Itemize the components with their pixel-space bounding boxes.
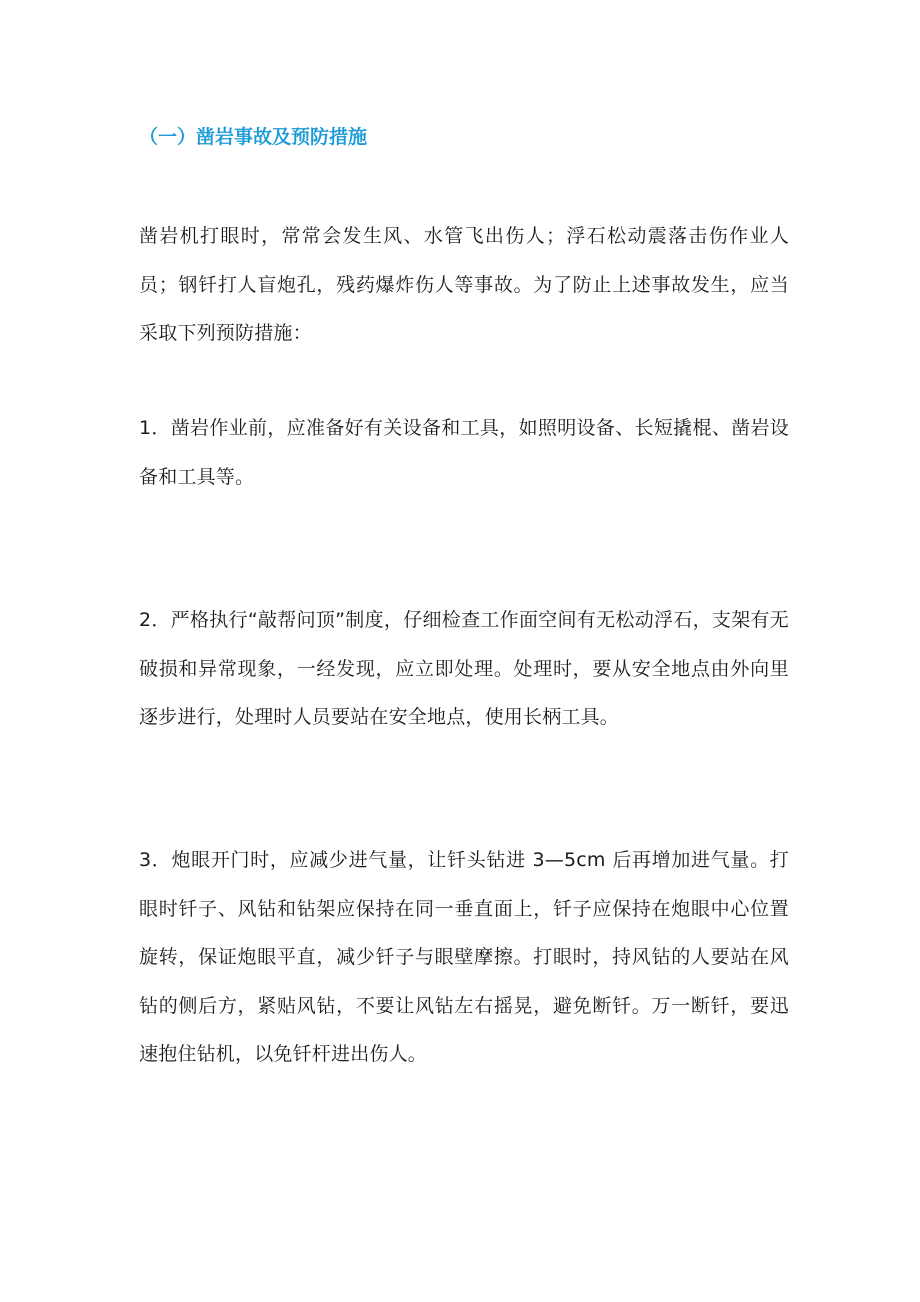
section-heading: （一）凿岩事故及预防措施 <box>139 126 368 148</box>
measure-paragraph-1: 1．凿岩作业前，应准备好有关设备和工具，如照明设备、长短撬棍、凿岩设备和工具等。 <box>139 417 789 488</box>
measure-paragraph-3: 3．炮眼开门时，应减少进气量，让钎头钻进 3—5cm 后再增加进气量。打眼时钎子、风钻和钻架应保持在同一垂直面上，钎子应保持在炮眼中心位置旋转，保证炮眼平直，减少钎子与眼壁摩擦。打眼时，持风钻的人要站在风钻的侧后方，紧贴风钻，不要让风钻左右摇晃，避免断钎。万一断钎，要迅速抱住钻机，以免钎杆进出伤人。 <box>139 849 789 1065</box>
measure-paragraph-2: 2．严格执行“敲帮问顶”制度，仔细检查工作面空间有无松动浮石，支架有无破损和异常现象，一经发现，应立即处理。处理时，要从安全地点由外向里逐步进行，处理时人员要站在安全地点，使用长柄工具。 <box>139 609 789 728</box>
intro-paragraph: 凿岩机打眼时，常常会发生风、水管飞出伤人；浮石松动震落击伤作业人员；钢钎打人盲炮孔，残药爆炸伤人等事故。为了防止上述事故发生，应当采取下列预防措施： <box>139 225 789 344</box>
